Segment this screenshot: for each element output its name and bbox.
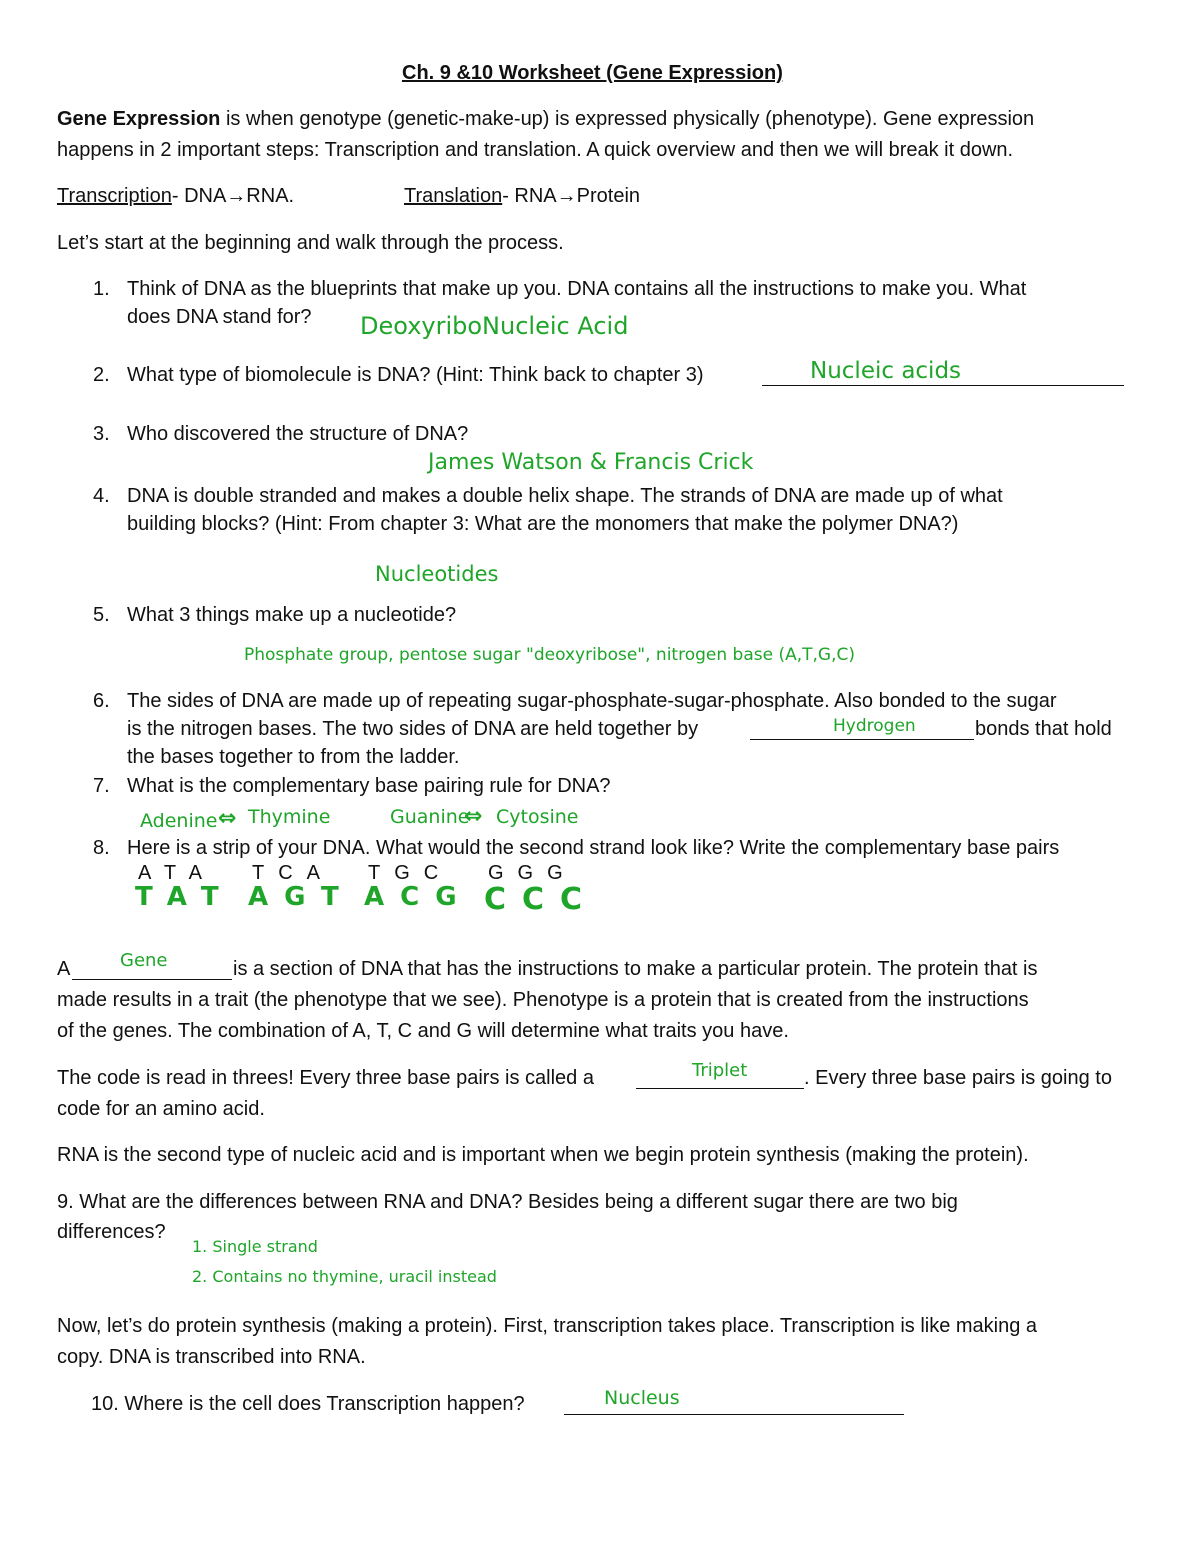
gene-line-1: is a section of DNA that has the instructions to make a particular protein. The protein that is bbox=[233, 958, 1038, 980]
translation-text: - RNA→Protein bbox=[502, 185, 641, 207]
synthesis-line-2: copy. DNA is transcribed into RNA. bbox=[57, 1346, 366, 1368]
complementary-codon: AGT bbox=[248, 882, 355, 912]
answer-4: Nucleotides bbox=[375, 562, 499, 586]
answer-7-thymine: Thymine bbox=[248, 806, 331, 828]
question-number: 6. bbox=[93, 690, 110, 712]
answer-10: Nucleus bbox=[604, 1387, 680, 1409]
answer-1: DeoxyriboNucleic Acid bbox=[360, 312, 629, 340]
translation-label: Translation bbox=[404, 185, 503, 207]
answer-triplet: Triplet bbox=[692, 1060, 748, 1081]
transcription-label: Transcription bbox=[57, 185, 172, 207]
answer-7-cytosine: Cytosine bbox=[496, 806, 579, 828]
code-line-1-end: . Every three base pairs is going to bbox=[804, 1067, 1112, 1089]
answer-7-adenine: Adenine bbox=[140, 810, 218, 832]
rna-paragraph: RNA is the second type of nucleic acid and is important when we begin protein synthesis (making the protein). bbox=[57, 1144, 1029, 1166]
answer-blank-triplet[interactable] bbox=[636, 1088, 804, 1089]
answer-blank-6[interactable] bbox=[750, 739, 974, 740]
question-9-line-2: differences? bbox=[57, 1221, 166, 1243]
answer-9-1: 1. Single strand bbox=[192, 1237, 318, 1256]
question-number: 7. bbox=[93, 775, 110, 797]
answer-blank-2[interactable] bbox=[762, 385, 1124, 386]
answer-3: James Watson & Francis Crick bbox=[428, 450, 754, 475]
answer-5: Phosphate group, pentose sugar "deoxyribose", nitrogen base (A,T,G,C) bbox=[244, 645, 856, 665]
question-7-line-1: What is the complementary base pairing rule for DNA? bbox=[127, 775, 611, 797]
gene-line-3: of the genes. The combination of A, T, C and G will determine what traits you have. bbox=[57, 1020, 789, 1042]
page-title: Ch. 9 &10 Worksheet (Gene Expression) bbox=[402, 62, 783, 84]
complementary-codon: CCC bbox=[484, 882, 599, 917]
question-6-line-2: is the nitrogen bases. The two sides of DNA are held together by bbox=[127, 718, 699, 740]
intro-term: Gene Expression bbox=[57, 108, 221, 130]
answer-blank-10[interactable] bbox=[564, 1414, 904, 1415]
question-number: 5. bbox=[93, 604, 110, 626]
synthesis-line-1: Now, let’s do protein synthesis (making a protein). First, transcription takes place. Transcription is like making a bbox=[57, 1315, 1038, 1337]
answer-7-guanine: Guanine bbox=[390, 806, 470, 828]
transcription-overview bbox=[57, 181, 294, 212]
answer-2: Nucleic acids bbox=[810, 358, 962, 384]
question-6-line-2-end: bonds that hold bbox=[975, 718, 1112, 740]
translation-overview bbox=[404, 181, 640, 212]
start-line: Let’s start at the beginning and walk through the process. bbox=[57, 232, 564, 254]
intro-line-1-text: is when genotype (genetic-make-up) is expressed physically (phenotype). Gene expression bbox=[220, 108, 1035, 130]
intro-line-2: happens in 2 important steps: Transcription and translation. A quick overview and then we will break it down. bbox=[57, 139, 1014, 161]
question-10: 10. Where is the cell does Transcription happen? bbox=[91, 1393, 525, 1415]
question-6-line-3: the bases together to from the ladder. bbox=[127, 746, 460, 768]
complementary-codon: TAT bbox=[135, 882, 235, 912]
pairing-arrow-icon: ⇔ bbox=[218, 806, 237, 831]
question-number: 8. bbox=[93, 837, 110, 859]
question-4-line-2: building blocks? (Hint: From chapter 3: What are the monomers that make the polymer DNA?) bbox=[127, 513, 959, 535]
answer-gene: Gene bbox=[120, 950, 168, 971]
question-9-line-1: 9. What are the differences between RNA and DNA? Besides being a different sugar there are two big bbox=[57, 1191, 958, 1213]
dna-strand-codon: ATA bbox=[138, 862, 216, 884]
answer-blank-gene[interactable] bbox=[72, 979, 232, 980]
intro-line-1 bbox=[57, 104, 1034, 135]
transcription-text: - DNA→RNA. bbox=[171, 185, 295, 207]
question-1-line-1: Think of DNA as the blueprints that make up you. DNA contains all the instructions to make you. What bbox=[127, 278, 1027, 300]
dna-strand-codon: GGG bbox=[488, 862, 577, 884]
question-2-line-1: What type of biomolecule is DNA? (Hint: Think back to chapter 3) bbox=[127, 364, 704, 386]
question-5-line-1: What 3 things make up a nucleotide? bbox=[127, 604, 457, 626]
question-6-line-1: The sides of DNA are made up of repeating sugar-phosphate-sugar-phosphate. Also bonded to the sugar bbox=[127, 690, 1057, 712]
question-1-line-2: does DNA stand for? bbox=[127, 306, 312, 328]
gene-prefix: A bbox=[57, 958, 71, 980]
pairing-arrow-icon: ⇔ bbox=[464, 804, 483, 829]
answer-6: Hydrogen bbox=[833, 716, 916, 736]
question-8-line-1: Here is a strip of your DNA. What would the second strand look like? Write the complementary base pairs bbox=[127, 837, 1060, 859]
complementary-codon: ACG bbox=[364, 882, 473, 912]
code-line-2: code for an amino acid. bbox=[57, 1098, 265, 1120]
question-3-line-1: Who discovered the structure of DNA? bbox=[127, 423, 469, 445]
dna-strand-codon: TGC bbox=[368, 862, 453, 884]
question-4-line-1: DNA is double stranded and makes a double helix shape. The strands of DNA are made up of what bbox=[127, 485, 1003, 507]
dna-strand-codon: TCA bbox=[252, 862, 334, 884]
question-number: 1. bbox=[93, 278, 110, 300]
question-number: 2. bbox=[93, 364, 110, 386]
question-number: 4. bbox=[93, 485, 110, 507]
code-line-1-start: The code is read in threes! Every three base pairs is called a bbox=[57, 1067, 594, 1089]
gene-line-2: made results in a trait (the phenotype that we see). Phenotype is a protein that is created from the instructions bbox=[57, 989, 1029, 1011]
question-number: 3. bbox=[93, 423, 110, 445]
answer-9-2: 2. Contains no thymine, uracil instead bbox=[192, 1267, 497, 1286]
